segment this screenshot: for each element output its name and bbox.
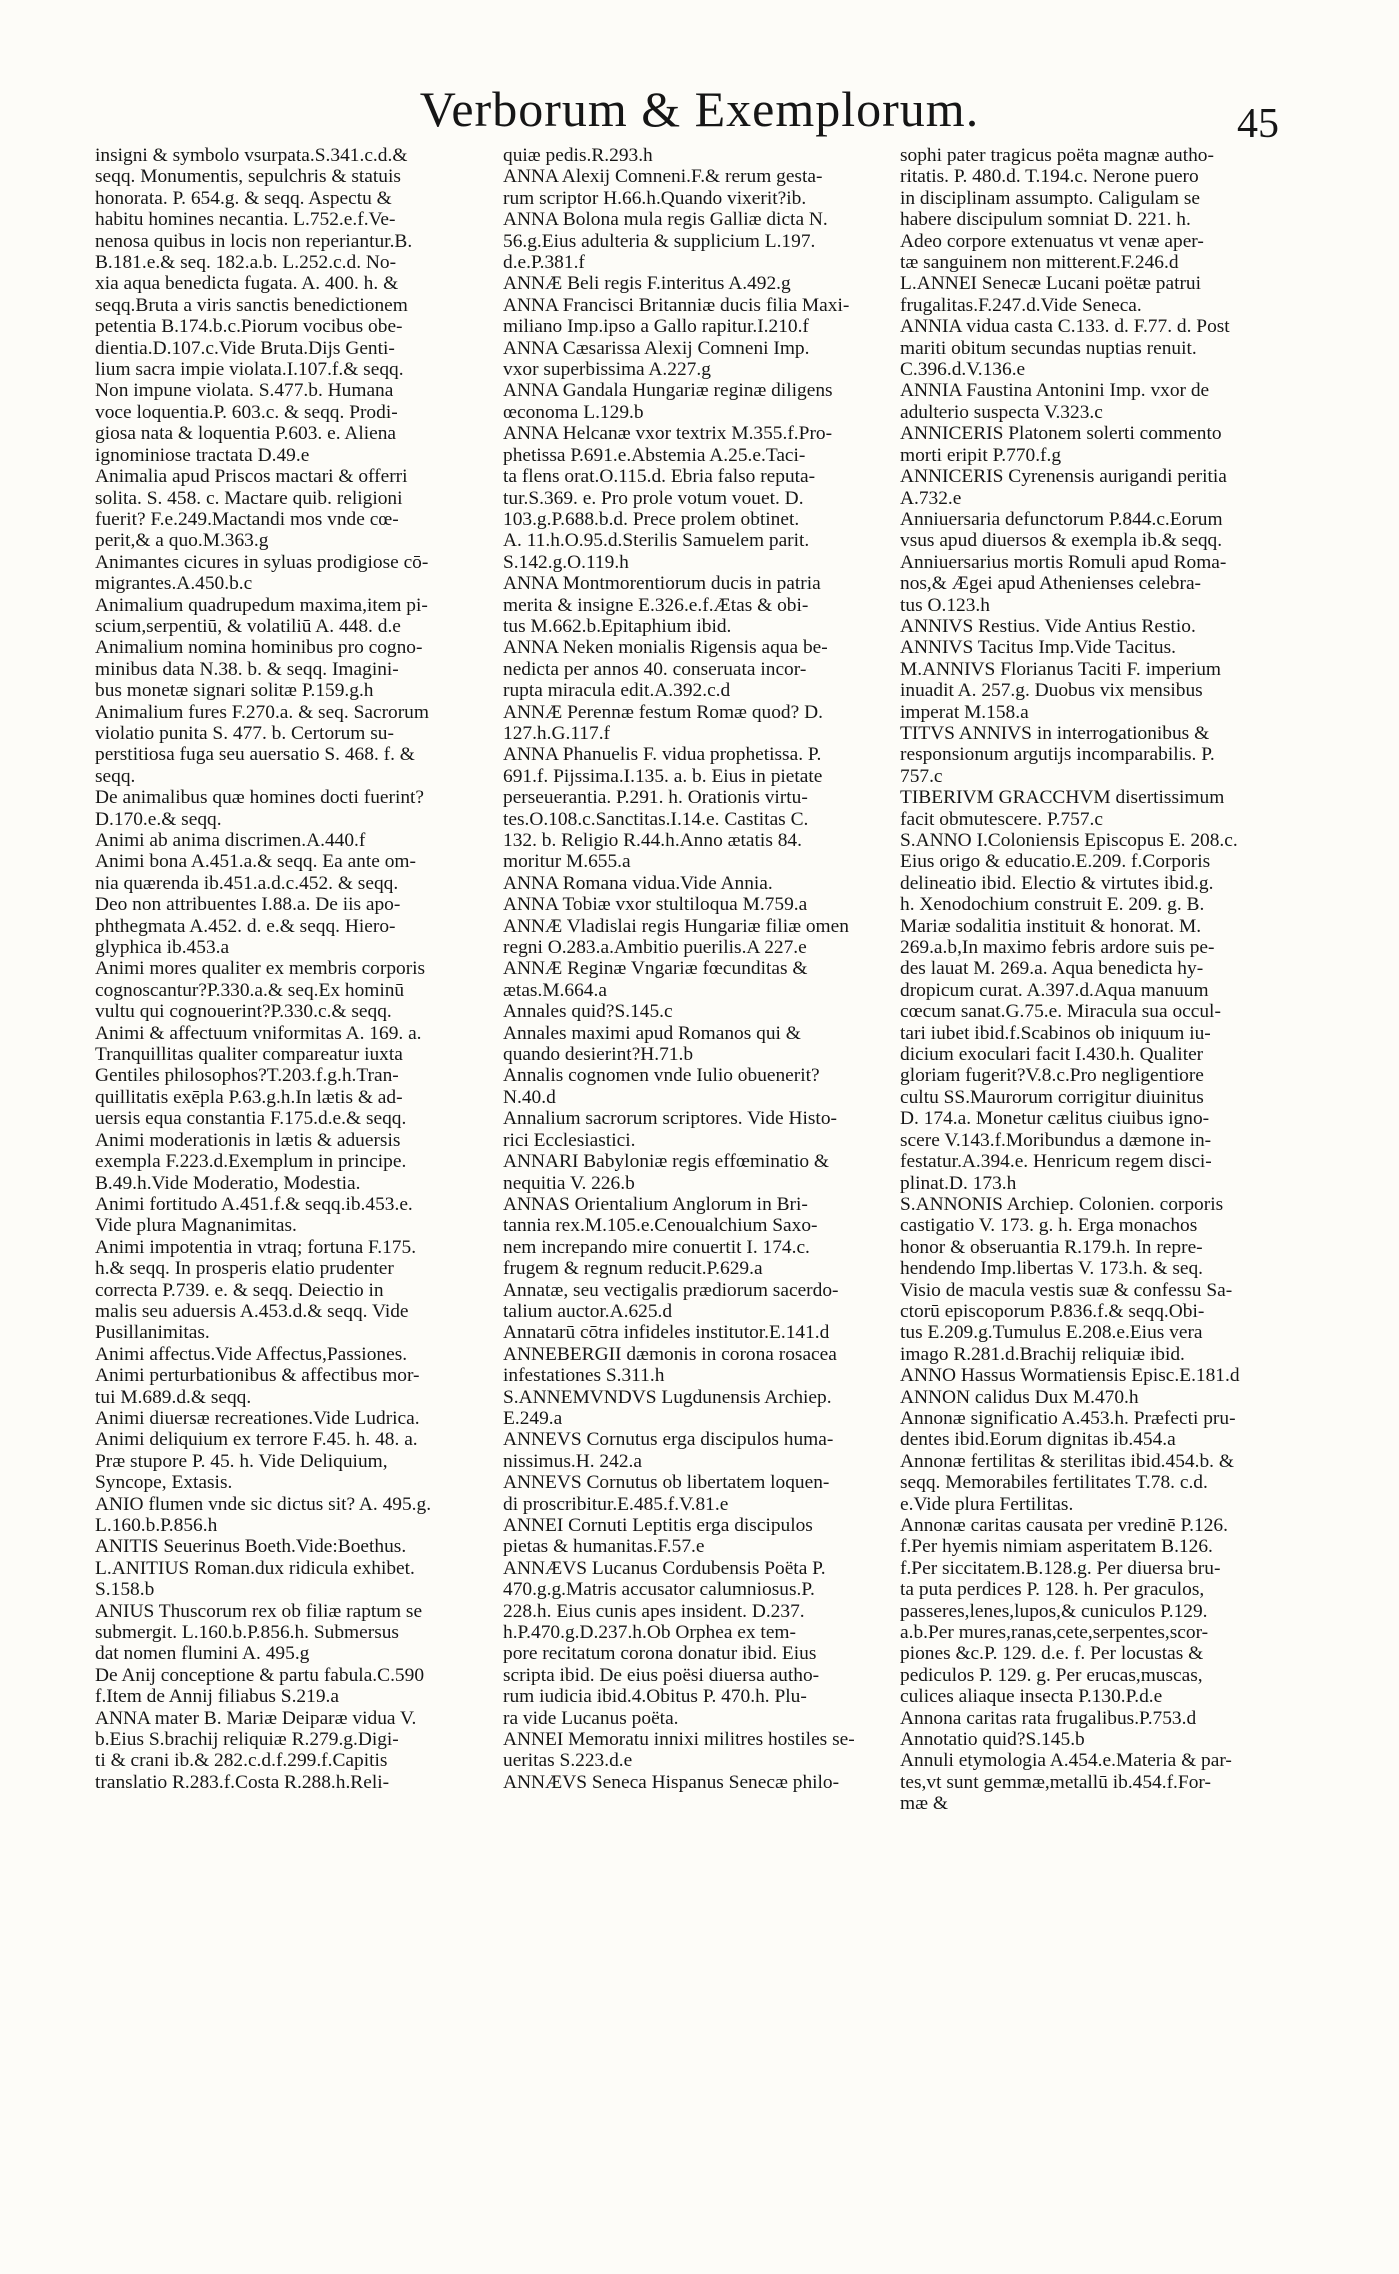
index-line: violatio punita S. 477. b. Certorum su- [95, 722, 394, 744]
index-line: ANNEBERGII dæmonis in corona rosacea [503, 1343, 837, 1365]
index-line: L.ANITIUS Roman.dux ridicula exhibet. [95, 1557, 415, 1579]
index-line: seqq. Monumentis, sepulchris & statuis [95, 166, 401, 188]
index-line: adulterio suspecta V.323.c [900, 401, 1103, 423]
index-line: tus E.209.g.Tumulus E.208.e.Eius vera [900, 1322, 1203, 1344]
index-line: L.ANNEI Senecæ Lucani poëtæ patrui [900, 273, 1202, 295]
index-line: ANNIA Faustina Antonini Imp. vxor de [900, 380, 1210, 402]
index-line: Anniuersarius mortis Romuli apud Roma- [900, 551, 1227, 573]
index-column-middle [503, 145, 893, 2260]
index-line: f.Item de Annij filiabus S.219.a [95, 1686, 339, 1708]
index-line: ANNIVS Restius. Vide Antius Restio. [900, 615, 1196, 637]
index-line: nissimus.H. 242.a [503, 1450, 642, 1472]
index-line: nos,& Ægei apud Athenienses celebra- [900, 573, 1202, 595]
index-line: ANNON calidus Dux M.470.h [900, 1386, 1139, 1408]
index-line: 127.h.G.117.f [503, 722, 610, 744]
index-line: tæ sanguinem non mitterent.F.246.d [900, 252, 1179, 274]
running-title: Verborum & Exemplorum. [419, 81, 980, 137]
index-line: pore recitatum corona donatur ibid. Eius [503, 1643, 817, 1665]
index-line: piones &c.P. 129. d.e. f. Per locustas & [900, 1643, 1204, 1665]
index-line: 691.f. Pijssima.I.135. a. b. Eius in pietate [503, 765, 823, 787]
index-line: Eius origo & educatio.E.209. f.Corporis [900, 851, 1211, 873]
index-line: Animi fortitudo A.451.f.& seqq.ib.453.e. [95, 1193, 413, 1215]
index-line: 470.g.g.Matris accusator calumniosus.P. [503, 1579, 815, 1601]
index-line: bus monetæ signari solitæ P.159.g.h [95, 680, 374, 702]
index-line: ANNARI Babyloniæ regis effœminatio & [503, 1151, 830, 1173]
index-line: Animi & affectuum vniformitas A. 169. a. [95, 1022, 422, 1044]
index-line: ætas.M.664.a [503, 979, 607, 1001]
index-line: sophi pater tragicus poëta magnæ autho- [900, 145, 1214, 166]
index-line: ta flens orat.O.115.d. Ebria falso reputa- [503, 466, 816, 488]
index-line: ANNICERIS Platonem solerti commento [900, 423, 1222, 445]
index-line: ANIO flumen vnde sic dictus sit? A. 495.g. [95, 1493, 432, 1515]
index-line: lium sacra impie violata.I.107.f.& seqq. [95, 359, 404, 381]
index-line: giosa nata & loquentia P.603. e. Aliena [95, 423, 397, 445]
index-line: merita & insigne E.326.e.f.Ætas & obi- [503, 594, 809, 616]
index-line: nenosa quibus in locis non reperiantur.B. [95, 230, 413, 252]
index-line: xia aqua benedicta fugata. A. 400. h. & [95, 273, 399, 295]
index-line: seqq. [95, 765, 136, 787]
index-line: S.ANNEMVNDVS Lugdunensis Archiep. [503, 1386, 832, 1408]
index-line: passeres,lenes,lupos,& cuniculos P.129. [900, 1600, 1208, 1622]
index-line: h. Xenodochium construit E. 209. g. B. [900, 894, 1205, 916]
index-line: Annalis cognomen vnde Iulio obuenerit? [503, 1065, 820, 1087]
index-line: Animi mores qualiter ex membris corporis [95, 958, 426, 980]
index-line: Gentiles philosophos?T.203.f.g.h.Tran- [95, 1065, 399, 1087]
index-line: h.P.470.g.D.237.h.Ob Orphea ex tem- [503, 1622, 796, 1644]
index-line: Annalium sacrorum scriptores. Vide Histo- [503, 1108, 837, 1130]
index-line: ANNA Gandala Hungariæ reginæ diligens [503, 380, 833, 402]
index-line: Animi bona A.451.a.& seqq. Ea ante om- [95, 851, 416, 873]
index-line: talium auctor.A.625.d [503, 1300, 673, 1322]
index-line: Animi diuersæ recreationes.Vide Ludrica. [95, 1407, 420, 1429]
index-line: phthegmata A.452. d. e.& seqq. Hiero- [95, 915, 396, 937]
index-line: tannia rex.M.105.e.Cenoualchium Saxo- [503, 1215, 818, 1237]
index-line: voce loquentia.P. 603.c. & seqq. Prodi- [95, 401, 398, 423]
index-line: 757.c [900, 765, 943, 787]
index-line: E.249.a [503, 1407, 563, 1429]
index-line: nedicta per annos 40. conseruata incor- [503, 658, 807, 680]
index-line: habere discipulum somniat D. 221. h. [900, 209, 1191, 231]
index-line: Animi moderationis in lætis & aduersis [95, 1129, 401, 1151]
index-line: Annona caritas rata frugalibus.P.753.d [900, 1707, 1197, 1729]
index-line: C.396.d.V.136.e [900, 359, 1026, 381]
index-line: dicium exoculari facit I.430.h. Qualiter [900, 1044, 1204, 1066]
index-line: D. 174.a. Monetur cælitus ciuibus igno- [900, 1108, 1210, 1130]
index-line: dentes ibid.Eorum dignitas ib.454.a [900, 1429, 1176, 1451]
index-line: frugem & regnum reducit.P.629.a [503, 1258, 763, 1280]
index-line: ANNIA vidua casta C.133. d. F.77. d. Post [900, 316, 1230, 338]
index-line: 56.g.Eius adulteria & supplicium L.197. [503, 230, 816, 252]
index-line: ANNA Tobiæ vxor stultiloqua M.759.a [503, 894, 808, 916]
index-line: castigatio V. 173. g. h. Erga monachos [900, 1215, 1198, 1237]
index-line: Annonæ fertilitas & sterilitas ibid.454.b. & [900, 1450, 1234, 1472]
index-line: perit,& a quo.M.363.g [95, 530, 269, 552]
index-line: N.40.d [503, 1086, 556, 1108]
index-line: D.170.e.& seqq. [95, 808, 222, 830]
index-line: ANIUS Thuscorum rex ob filiæ raptum se [95, 1600, 423, 1622]
index-line: Pusillanimitas. [95, 1322, 210, 1344]
index-line: Syncope, Extasis. [95, 1472, 233, 1494]
index-line: Animi perturbationibus & affectibus mor- [95, 1365, 420, 1387]
index-line: ANNA mater B. Mariæ Deiparæ vidua V. [95, 1707, 417, 1729]
index-line: morti eripit P.770.f.g [900, 444, 1062, 466]
index-line: ANNÆVS Lucanus Cordubensis Poëta P. [503, 1557, 826, 1579]
index-line: De animalibus quæ homines docti fuerint? [95, 787, 425, 809]
index-line: inuadit A. 257.g. Duobus vix mensibus [900, 680, 1203, 702]
index-line: regni O.283.a.Ambitio puerilis.A 227.e [503, 937, 807, 959]
index-line: honorata. P. 654.g. & seqq. Aspectu & [95, 187, 392, 209]
index-line: solita. S. 458. c. Mactare quib. religioni [95, 487, 403, 509]
index-line: TITVS ANNIVS in interrogationibus & [900, 722, 1210, 744]
index-line: moritur M.655.a [503, 851, 631, 873]
index-column-right [900, 145, 1292, 2260]
index-column-left [95, 145, 485, 2260]
index-line: honor & obseruantia R.179.h. In repre- [900, 1236, 1203, 1258]
index-line: perseuerantia. P.291. h. Orationis virtu- [503, 787, 808, 809]
index-line: Annuli etymologia A.454.e.Materia & par- [900, 1750, 1232, 1772]
index-line: Tranquillitas qualiter compareatur iuxta [95, 1044, 403, 1066]
index-line: tui M.689.d.& seqq. [95, 1386, 252, 1408]
index-line: Visio de macula vestis suæ & confessu Sa- [900, 1279, 1233, 1301]
index-line: in disciplinam assumpto. Caligulam se [900, 187, 1200, 209]
index-line: migrantes.A.450.b.c [95, 573, 253, 595]
index-line: Animi impotentia in vtraq; fortuna F.175. [95, 1236, 417, 1258]
index-line: exempla F.223.d.Exemplum in principe. [95, 1151, 407, 1173]
index-line: Animalium quadrupedum maxima,item pi- [95, 594, 428, 616]
index-line: nem increpando mire conuertit I. 174.c. [503, 1236, 810, 1258]
index-line: 132. b. Religio R.44.h.Anno ætatis 84. [503, 830, 802, 851]
index-line: des lauat M. 269.a. Aqua benedicta hy- [900, 958, 1204, 980]
index-line: mariti obitum secundas nuptias renuit. [900, 337, 1197, 359]
index-line: festatur.A.394.e. Henricum regem disci- [900, 1151, 1212, 1173]
index-line: petentia B.174.b.c.Piorum vocibus obe- [95, 316, 403, 338]
index-line: malis seu aduersis A.453.d.& seqq. Vide [95, 1300, 409, 1322]
index-line: cultu SS.Maurorum corrigitur diuinitus [900, 1086, 1204, 1108]
index-line: Annonæ significatio A.453.h. Præfecti pru- [900, 1407, 1236, 1429]
index-line: ueritas S.223.d.e [503, 1750, 633, 1772]
index-line: Vide plura Magnanimitas. [95, 1215, 297, 1237]
index-line: dat nomen flumini A. 495.g [95, 1643, 310, 1665]
index-line: B.49.h.Vide Moderatio, Modestia. [95, 1172, 361, 1194]
index-line: dropicum curat. A.397.d.Aqua manuum [900, 979, 1209, 1001]
index-line: Mariæ sodalitia instituit & honorat. M. [900, 915, 1202, 937]
index-line: ANNEI Cornuti Leptitis erga discipulos [503, 1515, 813, 1536]
index-line: TIBERIVM GRACCHVM disertissimum [900, 787, 1225, 809]
index-line: Annales quid?S.145.c [503, 1001, 673, 1023]
index-line: submergit. L.160.b.P.856.h. Submersus [95, 1622, 399, 1644]
index-line: h.& seqq. In prosperis elatio prudenter [95, 1258, 394, 1280]
index-line: culices aliaque insecta P.130.P.d.e [900, 1686, 1163, 1708]
index-line: nequitia V. 226.b [503, 1172, 635, 1194]
index-line: ctorū episcoporum P.836.f.& seqq.Obi- [900, 1300, 1205, 1322]
index-line: imperat M.158.a [900, 701, 1029, 723]
index-line: Animalia apud Priscos mactari & offerri [95, 466, 408, 488]
index-line: insigni & symbolo vsurpata.S.341.c.d.& [95, 145, 408, 166]
index-line: Annatarū cōtra infideles institutor.E.141.d [503, 1322, 830, 1344]
index-line: seqq. Memorabiles fertilitates T.78. c.d. [900, 1472, 1208, 1494]
index-line: ANNÆVS Seneca Hispanus Senecæ philo- [503, 1771, 840, 1793]
index-line: Deo non attribuentes I.88.a. De iis apo- [95, 894, 401, 916]
index-line: b.Eius S.brachij reliquiæ R.279.g.Digi- [95, 1729, 399, 1751]
index-line: ANNA Romana vidua.Vide Annia. [503, 872, 773, 894]
index-line: cœcum sanat.G.75.e. Miracula sua occul- [900, 1001, 1221, 1023]
index-line: minibus data N.38. b. & seqq. Imagini- [95, 658, 399, 680]
index-line: correcta P.739. e. & seqq. Deiectio in [95, 1279, 384, 1301]
index-line: tus O.123.h [900, 594, 990, 616]
index-line: S.158.b [95, 1579, 155, 1601]
index-line: uersis equa constantia F.175.d.e.& seqq. [95, 1108, 407, 1130]
index-line: S.ANNONIS Archiep. Colonien. corporis [900, 1193, 1224, 1215]
index-line: rum scriptor H.66.h.Quando vixerit?ib. [503, 187, 807, 209]
index-line: ANNA Bolona mula regis Galliæ dicta N. [503, 209, 828, 231]
index-line: ANNO Hassus Wormatiensis Episc.E.181.d [900, 1365, 1240, 1387]
index-line: M.ANNIVS Florianus Taciti F. imperium [900, 658, 1221, 680]
index-line: tari iubet ibid.f.Scabinos ob iniquum iu- [900, 1022, 1211, 1044]
index-line: quiæ pedis.R.293.h [503, 145, 653, 166]
index-line: Annatæ, seu vectigalis prædiorum sacerdo- [503, 1279, 839, 1301]
index-line: mæ & [900, 1793, 948, 1815]
index-line: S.142.g.O.119.h [503, 551, 629, 573]
index-line: f.Per hyemis nimiam asperitatem B.126. [900, 1536, 1213, 1558]
index-line: ANNAS Orientalium Anglorum in Bri- [503, 1193, 808, 1215]
index-line: A.732.e [900, 487, 962, 509]
index-line: d.e.P.381.f [503, 252, 585, 274]
index-line: ANNA Alexij Comneni.F.& rerum gesta- [503, 166, 823, 188]
index-line: tus M.662.b.Epitaphium ibid. [503, 615, 732, 637]
index-line: pediculos P. 129. g. Per erucas,muscas, [900, 1664, 1203, 1686]
index-line: ti & crani ib.& 282.c.d.f.299.f.Capitis [95, 1750, 388, 1772]
index-line: tes,vt sunt gemmæ,metallū ib.454.f.For- [900, 1771, 1211, 1793]
index-line: Animi deliquium ex terrore F.45. h. 48. a. [95, 1429, 418, 1451]
index-line: fuerit? F.e.249.Mactandi mos vnde cœ- [95, 508, 399, 530]
index-line: Animalium nomina hominibus pro cogno- [95, 637, 423, 659]
index-line: Animi ab anima discrimen.A.440.f [95, 830, 366, 851]
index-line: Animi affectus.Vide Affectus,Passiones. [95, 1343, 408, 1365]
index-line: dientia.D.107.c.Vide Bruta.Dijs Genti- [95, 337, 395, 359]
index-line: ANNÆ Beli regis F.interitus A.492.g [503, 273, 791, 295]
index-line: rici Ecclesiastici. [503, 1129, 636, 1151]
index-line: ANNA Helcanæ vxor textrix M.355.f.Pro- [503, 423, 833, 445]
index-line: e.Vide plura Fertilitas. [900, 1493, 1074, 1515]
index-line: a.b.Per mures,ranas,cete,serpentes,scor- [900, 1622, 1209, 1644]
index-line: Anniuersaria defunctorum P.844.c.Eorum [900, 508, 1223, 530]
index-line: scripta ibid. De eius poësi diuersa autho- [503, 1664, 820, 1686]
index-line: cognoscantur?P.330.a.& seq.Ex hominū [95, 979, 405, 1001]
index-line: Adeo corpore extenuatus vt venæ aper- [900, 230, 1204, 252]
index-line: ignominiose tractata D.49.e [95, 444, 310, 466]
index-line: ANNEVS Cornutus erga discipulos huma- [503, 1429, 834, 1451]
index-line: tur.S.369. e. Pro prole votum vouet. D. [503, 487, 804, 509]
index-line: Animantes cicures in syluas prodigiose cō- [95, 551, 429, 573]
index-line: quillitatis exēpla P.63.g.h.In lætis & ad- [95, 1086, 403, 1108]
index-line: gloriam fugerit?V.8.c.Pro negligentiore [900, 1065, 1204, 1087]
index-line: ANNÆ Reginæ Vngariæ fœcunditas & [503, 958, 808, 980]
index-line: f.Per siccitatem.B.128.g. Per diuersa bru- [900, 1557, 1221, 1579]
index-line: ANNA Cæsarissa Alexij Comneni Imp. [503, 337, 810, 359]
index-line: 269.a.b,In maximo febris ardore suis pe- [900, 937, 1215, 959]
index-line: facit obmutescere. P.757.c [900, 808, 1103, 830]
index-line: hendendo Imp.libertas V. 173.h. & seq. [900, 1258, 1204, 1280]
index-line: rum iudicia ibid.4.Obitus P. 470.h. Plu- [503, 1686, 807, 1708]
index-line: ANNICERIS Cyrenensis aurigandi peritia [900, 466, 1227, 488]
index-line: A. 11.h.O.95.d.Sterilis Samuelem parit. [503, 530, 810, 552]
index-line: plinat.D. 173.h [900, 1172, 1017, 1194]
index-line: frugalitas.F.247.d.Vide Seneca. [900, 294, 1142, 316]
index-line: imago R.281.d.Brachij reliquiæ ibid. [900, 1343, 1185, 1365]
index-line: quando desierint?H.71.b [503, 1044, 694, 1066]
index-line: ANNÆ Vladislai regis Hungariæ filiæ omen [503, 915, 849, 937]
index-line: ANNEI Memoratu innixi militres hostiles se- [503, 1729, 855, 1751]
index-line: 103.g.P.688.b.d. Prece prolem obtinet. [503, 508, 800, 530]
index-line: scere V.143.f.Moribundus a dæmone in- [900, 1129, 1212, 1151]
index-line: perstitiosa fuga seu auersatio S. 468. f. & [95, 744, 415, 766]
index-line: Annales maximi apud Romanos qui & [503, 1022, 801, 1044]
index-line: translatio R.283.f.Costa R.288.h.Reli- [95, 1771, 390, 1793]
index-line: vsus apud diuersos & exempla ib.& seqq. [900, 530, 1223, 552]
index-line: S.ANNO I.Coloniensis Episcopus E. 208.c. [900, 830, 1238, 851]
index-line: glyphica ib.453.a [95, 937, 230, 959]
index-line: Non impune violata. S.477.b. Humana [95, 380, 394, 402]
index-line: B.181.e.& seq. 182.a.b. L.252.c.d. No- [95, 252, 397, 274]
index-line: ritatis. P. 480.d. T.194.c. Nerone puero [900, 166, 1199, 188]
index-line: responsionum argutijs incomparabilis. P. [900, 744, 1215, 766]
index-line: Annonæ caritas causata per vredinē P.126. [900, 1515, 1228, 1536]
index-line: ta puta perdices P. 128. h. Per graculos, [900, 1579, 1205, 1601]
index-line: ANNIVS Tacitus Imp.Vide Tacitus. [900, 637, 1176, 659]
index-line: di proscribitur.E.485.f.V.81.e [503, 1493, 729, 1515]
index-line: Animalium fures F.270.a. & seq. Sacrorum [95, 701, 429, 723]
index-line: œconoma L.129.b [503, 401, 644, 423]
index-line: Annotatio quid?S.145.b [900, 1729, 1085, 1751]
index-line: habitu homines necantia. L.752.e.f.Ve- [95, 209, 396, 231]
index-line: 228.h. Eius cunis apes insident. D.237. [503, 1600, 805, 1622]
index-line: ra vide Lucanus poëta. [503, 1707, 679, 1729]
index-line: ANNA Montmorentiorum ducis in patria [503, 573, 821, 595]
index-line: seqq.Bruta a viris sanctis benedictionem [95, 294, 408, 316]
index-line: ANNEVS Cornutus ob libertatem loquen- [503, 1472, 830, 1494]
index-line: ANNA Phanuelis F. vidua prophetissa. P. [503, 744, 822, 766]
index-line: rupta miracula edit.A.392.c.d [503, 680, 731, 702]
index-line: ANITIS Seuerinus Boeth.Vide:Boethus. [95, 1536, 407, 1558]
index-line: phetissa P.691.e.Abstemia A.25.e.Taci- [503, 444, 806, 466]
index-line: vxor superbissima A.227.g [503, 359, 711, 381]
index-line: delineatio ibid. Electio & virtutes ibid.g. [900, 872, 1214, 894]
index-line: ANNA Neken monialis Rigensis aqua be- [503, 637, 828, 659]
index-line: L.160.b.P.856.h [95, 1515, 218, 1536]
index-line: De Anij conceptione & partu fabula.C.590 [95, 1664, 425, 1686]
index-line: ANNA Francisci Britanniæ ducis filia Maxi- [503, 294, 850, 316]
page-number: 45 [1237, 101, 1279, 147]
index-line: nia quærenda ib.451.a.d.c.452. & seqq. [95, 872, 399, 894]
index-line: infestationes S.311.h [503, 1365, 665, 1387]
index-line: pietas & humanitas.F.57.e [503, 1536, 705, 1558]
index-line: ANNÆ Perennæ festum Romæ quod? D. [503, 701, 823, 723]
index-line: vultu qui cognouerint?P.330.c.& seqq. [95, 1001, 392, 1023]
index-line: tes.O.108.c.Sanctitas.I.14.e. Castitas C. [503, 808, 809, 830]
index-line: miliano Imp.ipso a Gallo rapitur.I.210.f [503, 316, 809, 338]
index-line: scium,serpentiū, & volatiliū A. 448. d.e [95, 615, 401, 637]
index-line: Præ stupore P. 45. h. Vide Deliquium, [95, 1450, 388, 1472]
